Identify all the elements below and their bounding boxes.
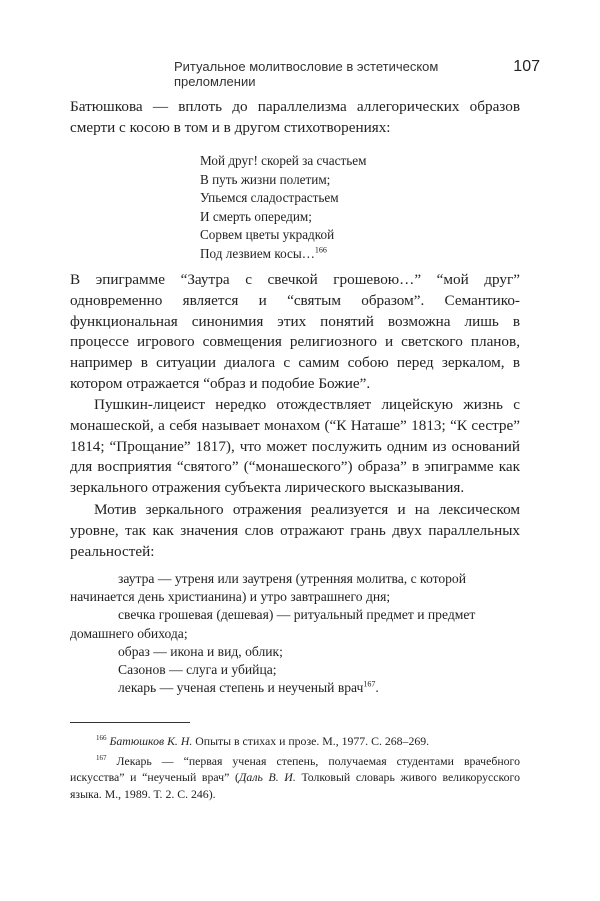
glossary-entry-svechka-cont: домашнего обихода;: [70, 625, 188, 641]
glossary-entry-zautra-cont: начинается день христианина) и утро завтрашнего дня;: [70, 589, 391, 605]
poem-line-last: [200, 245, 366, 264]
page-number: 107: [513, 58, 540, 75]
running-title: Ритуальное молитвословие в эстетическом преломлении: [174, 59, 439, 89]
footnote-166: $^{166}$ Батюшков К. Н. Опыты в стихах и прозе. М., 1977. С. 268–269.: [96, 734, 430, 748]
glossary-entry-zautra: заутра — утреня или заутреня (утренняя молитва, с которой: [118, 571, 466, 586]
poem-line: В путь жизни полетим;: [200, 171, 331, 187]
footnote-divider: [70, 722, 190, 723]
footnote-number: 167: [96, 753, 107, 762]
glossary-entry-obraz: образ — икона и вид, облик;: [118, 643, 283, 659]
footnote-167: $^{167}$ Лекарь — “первая ученая степень, получаемая студентами врачебного искусства” и “неученый врач” (Даль В. И. Толковый словарь живого великорусского языка. М., 1989. Т. 2. С. 246).: [70, 753, 520, 801]
poem-line: Сорвем цветы украдкой: [200, 227, 335, 243]
poem-line: И смерть опередим;: [200, 208, 312, 224]
poem-line: Упьемся сладострастьем: [200, 190, 339, 206]
paragraph-mirror-motif: Мотив зеркального отражения реализуется и на лексическом уровне, так как значения слов отражают грань двух параллельных реальностей:: [70, 501, 520, 560]
glossary-entry-lekar: лекарь — ученая степень и неученый врач$^{167}$.: [118, 679, 379, 696]
footnote-ref-167[interactable]: 167: [363, 679, 376, 689]
footnote-number: 166: [96, 734, 107, 743]
footnote-ref-166[interactable]: 166: [314, 245, 327, 255]
footnotes: [70, 733, 520, 805]
glossary-entry-svechka: свечка грошевая (дешевая) — ритуальный предмет и предмет: [118, 607, 476, 623]
intro-paragraph: Батюшкова — вплоть до параллелизма аллегорических образов смерти с косою в том и в другом стихотворениях:: [70, 98, 520, 136]
glossary-entry-sazonov: Сазонов — слуга и убийца;: [118, 662, 277, 678]
running-header: [70, 58, 540, 89]
poem-quote: [200, 152, 366, 264]
poem-line: Под лезвием косы…: [200, 245, 315, 261]
paragraph-pushkin: Пушкин-лицеист нередко отождествляет лицейскую жизнь с монашеской, а себя называет монахом (“К Наташе” 1813; “К сестре” 1814; “Прощание” 1817), что может послужить одним из оснований для восприятия “святого” (“монашеского”) образа” в эпиграмме как зеркального отражения субъекта лирического высказывания.: [70, 396, 520, 497]
glossary-list: [70, 570, 520, 697]
paragraph-epigram: В эпиграмме “Заутра с свечкой грошевою…” “мой друг” одновременно является и “святым образом”. Семантико-функциональная синонимия этих понятий возможна лишь в процессе игрового совмещения религиозного и светского планов, например в ситуации диалога с самим собою перед зеркалом, в котором отражается “образ и подобие Божие”.: [70, 271, 520, 392]
poem-line: Мой друг! скорей за счастьем: [200, 153, 367, 168]
footnote-author: Даль В. И.: [238, 770, 296, 785]
footnote-author: Батюшков К. Н.: [109, 734, 193, 748]
